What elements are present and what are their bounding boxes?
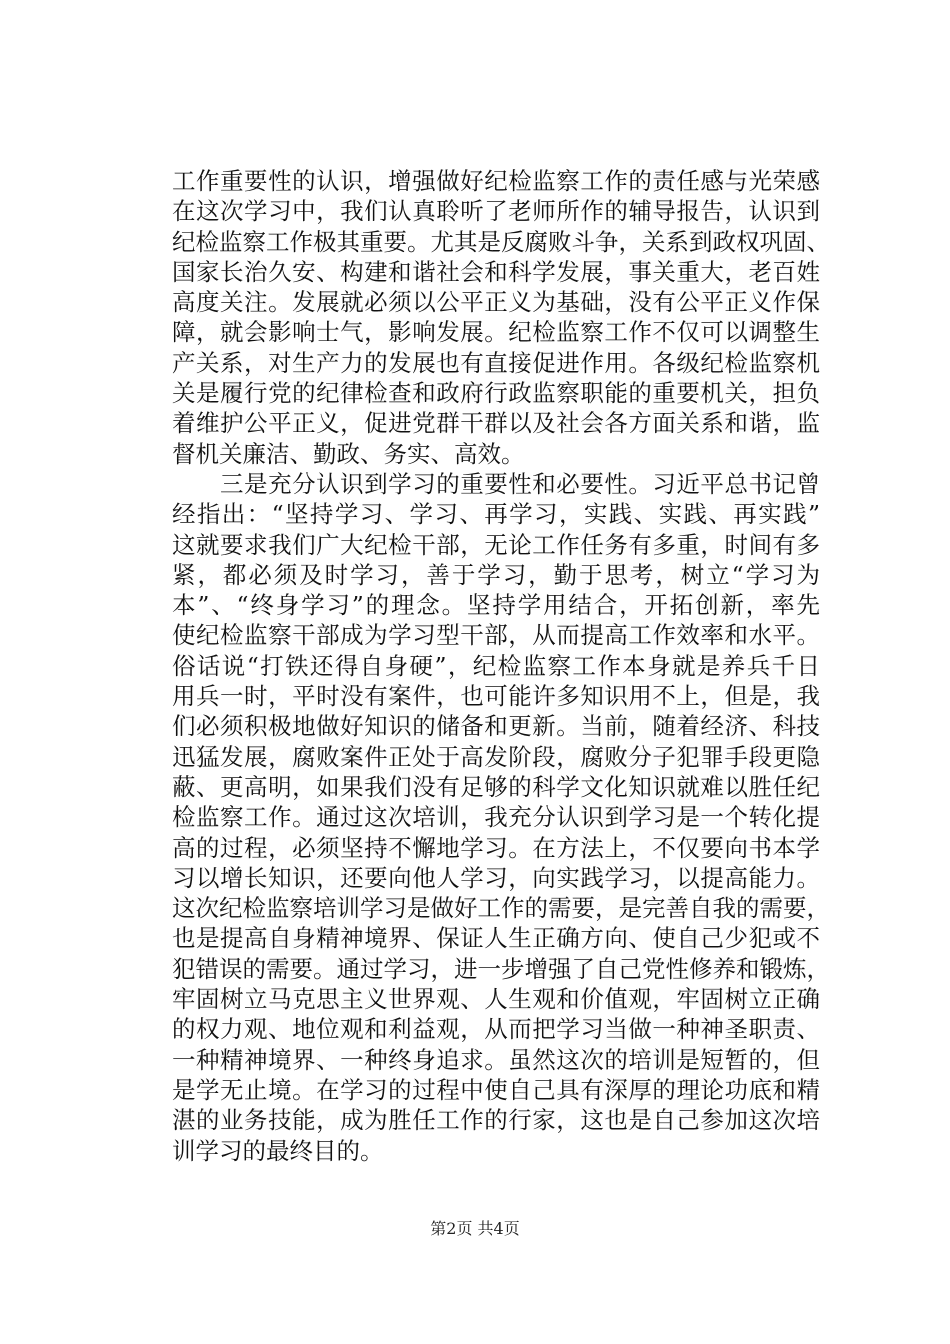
- text-line: 蔽、更高明，如果我们没有足够的科学文化知识就难以胜任纪: [172, 772, 820, 801]
- text-line: 检监察工作。通过这次培训，我充分认识到学习是一个转化提: [172, 803, 820, 832]
- text-line: 产关系，对生产力的发展也有直接促进作用。各级纪检监察机: [172, 348, 820, 377]
- text-line: 三是充分认识到学习的重要性和必要性。习近平总书记曾: [172, 469, 820, 498]
- text-line: 着维护公平正义，促进党群干群以及社会各方面关系和谐，监: [172, 409, 820, 438]
- text-line: 本”、“终身学习”的理念。坚持学用结合，开拓创新，率先: [172, 591, 820, 620]
- text-line: 这就要求我们广大纪检干部，无论工作任务有多重，时间有多: [172, 530, 820, 559]
- text-line: 关是履行党的纪律检查和政府行政监察职能的重要机关，担负: [172, 379, 820, 408]
- text-line: 俗话说“打铁还得自身硬”，纪检监察工作本身就是养兵千日: [172, 651, 820, 680]
- text-line: 高的过程，必须坚持不懈地学习。在方法上，不仅要向书本学: [172, 833, 820, 862]
- text-line: 用兵一时，平时没有案件，也可能许多知识用不上，但是，我: [172, 682, 820, 711]
- text-line: 习以增长知识，还要向他人学习，向实践学习，以提高能力。: [172, 863, 820, 892]
- text-line: 工作重要性的认识，增强做好纪检监察工作的责任感与光荣感: [172, 167, 820, 195]
- text-line: 使纪检监察干部成为学习型干部，从而提高工作效率和水平。: [172, 621, 820, 650]
- text-line: 也是提高自身精神境界、保证人生正确方向、使自己少犯或不: [172, 924, 820, 953]
- text-line: 紧，都必须及时学习，善于学习，勤于思考，树立“学习为: [172, 560, 820, 589]
- text-line: 一种精神境界、一种终身追求。虽然这次的培训是短暂的，但: [172, 1045, 820, 1074]
- text-line: 在这次学习中，我们认真聆听了老师所作的辅导报告，认识到: [172, 197, 820, 226]
- text-line: 督机关廉洁、勤政、务实、高效。: [172, 439, 525, 468]
- text-line: 犯错误的需要。通过学习，进一步增强了自己党性修养和锻炼，: [172, 954, 830, 983]
- document-body: [172, 166, 830, 1166]
- text-line: 高度关注。发展就必须以公平正义为基础，没有公平正义作保: [172, 288, 820, 317]
- text-line: 纪检监察工作极其重要。尤其是反腐败斗争，关系到政权巩固、: [172, 227, 830, 256]
- text-line: 这次纪检监察培训学习是做好工作的需要，是完善自我的需要，: [172, 894, 830, 923]
- text-line: 是学无止境。在学习的过程中使自己具有深厚的理论功底和精: [172, 1075, 820, 1104]
- text-line: 的权力观、地位观和利益观，从而把学习当做一种神圣职责、: [172, 1015, 820, 1044]
- text-line: 经指出：“坚持学习、学习、再学习，实践、实践、再实践”: [172, 500, 820, 529]
- text-line: 牢固树立马克思主义世界观、人生观和价值观，牢固树立正确: [172, 985, 820, 1014]
- text-line: 们必须积极地做好知识的储备和更新。当前，随着经济、科技: [172, 712, 820, 741]
- text-line: 国家长治久安、构建和谐社会和科学发展，事关重大，老百姓: [172, 257, 820, 286]
- text-line: 迅猛发展，腐败案件正处于高发阶段，腐败分子犯罪手段更隐: [172, 742, 820, 771]
- text-line: 障，就会影响士气，影响发展。纪检监察工作不仅可以调整生: [172, 318, 820, 347]
- page-footer: 第2页 共4页: [430, 1219, 520, 1238]
- text-line: 湛的业务技能，成为胜任工作的行家，这也是自己参加这次培: [172, 1106, 820, 1135]
- text-line: 训学习的最终目的。: [172, 1136, 384, 1165]
